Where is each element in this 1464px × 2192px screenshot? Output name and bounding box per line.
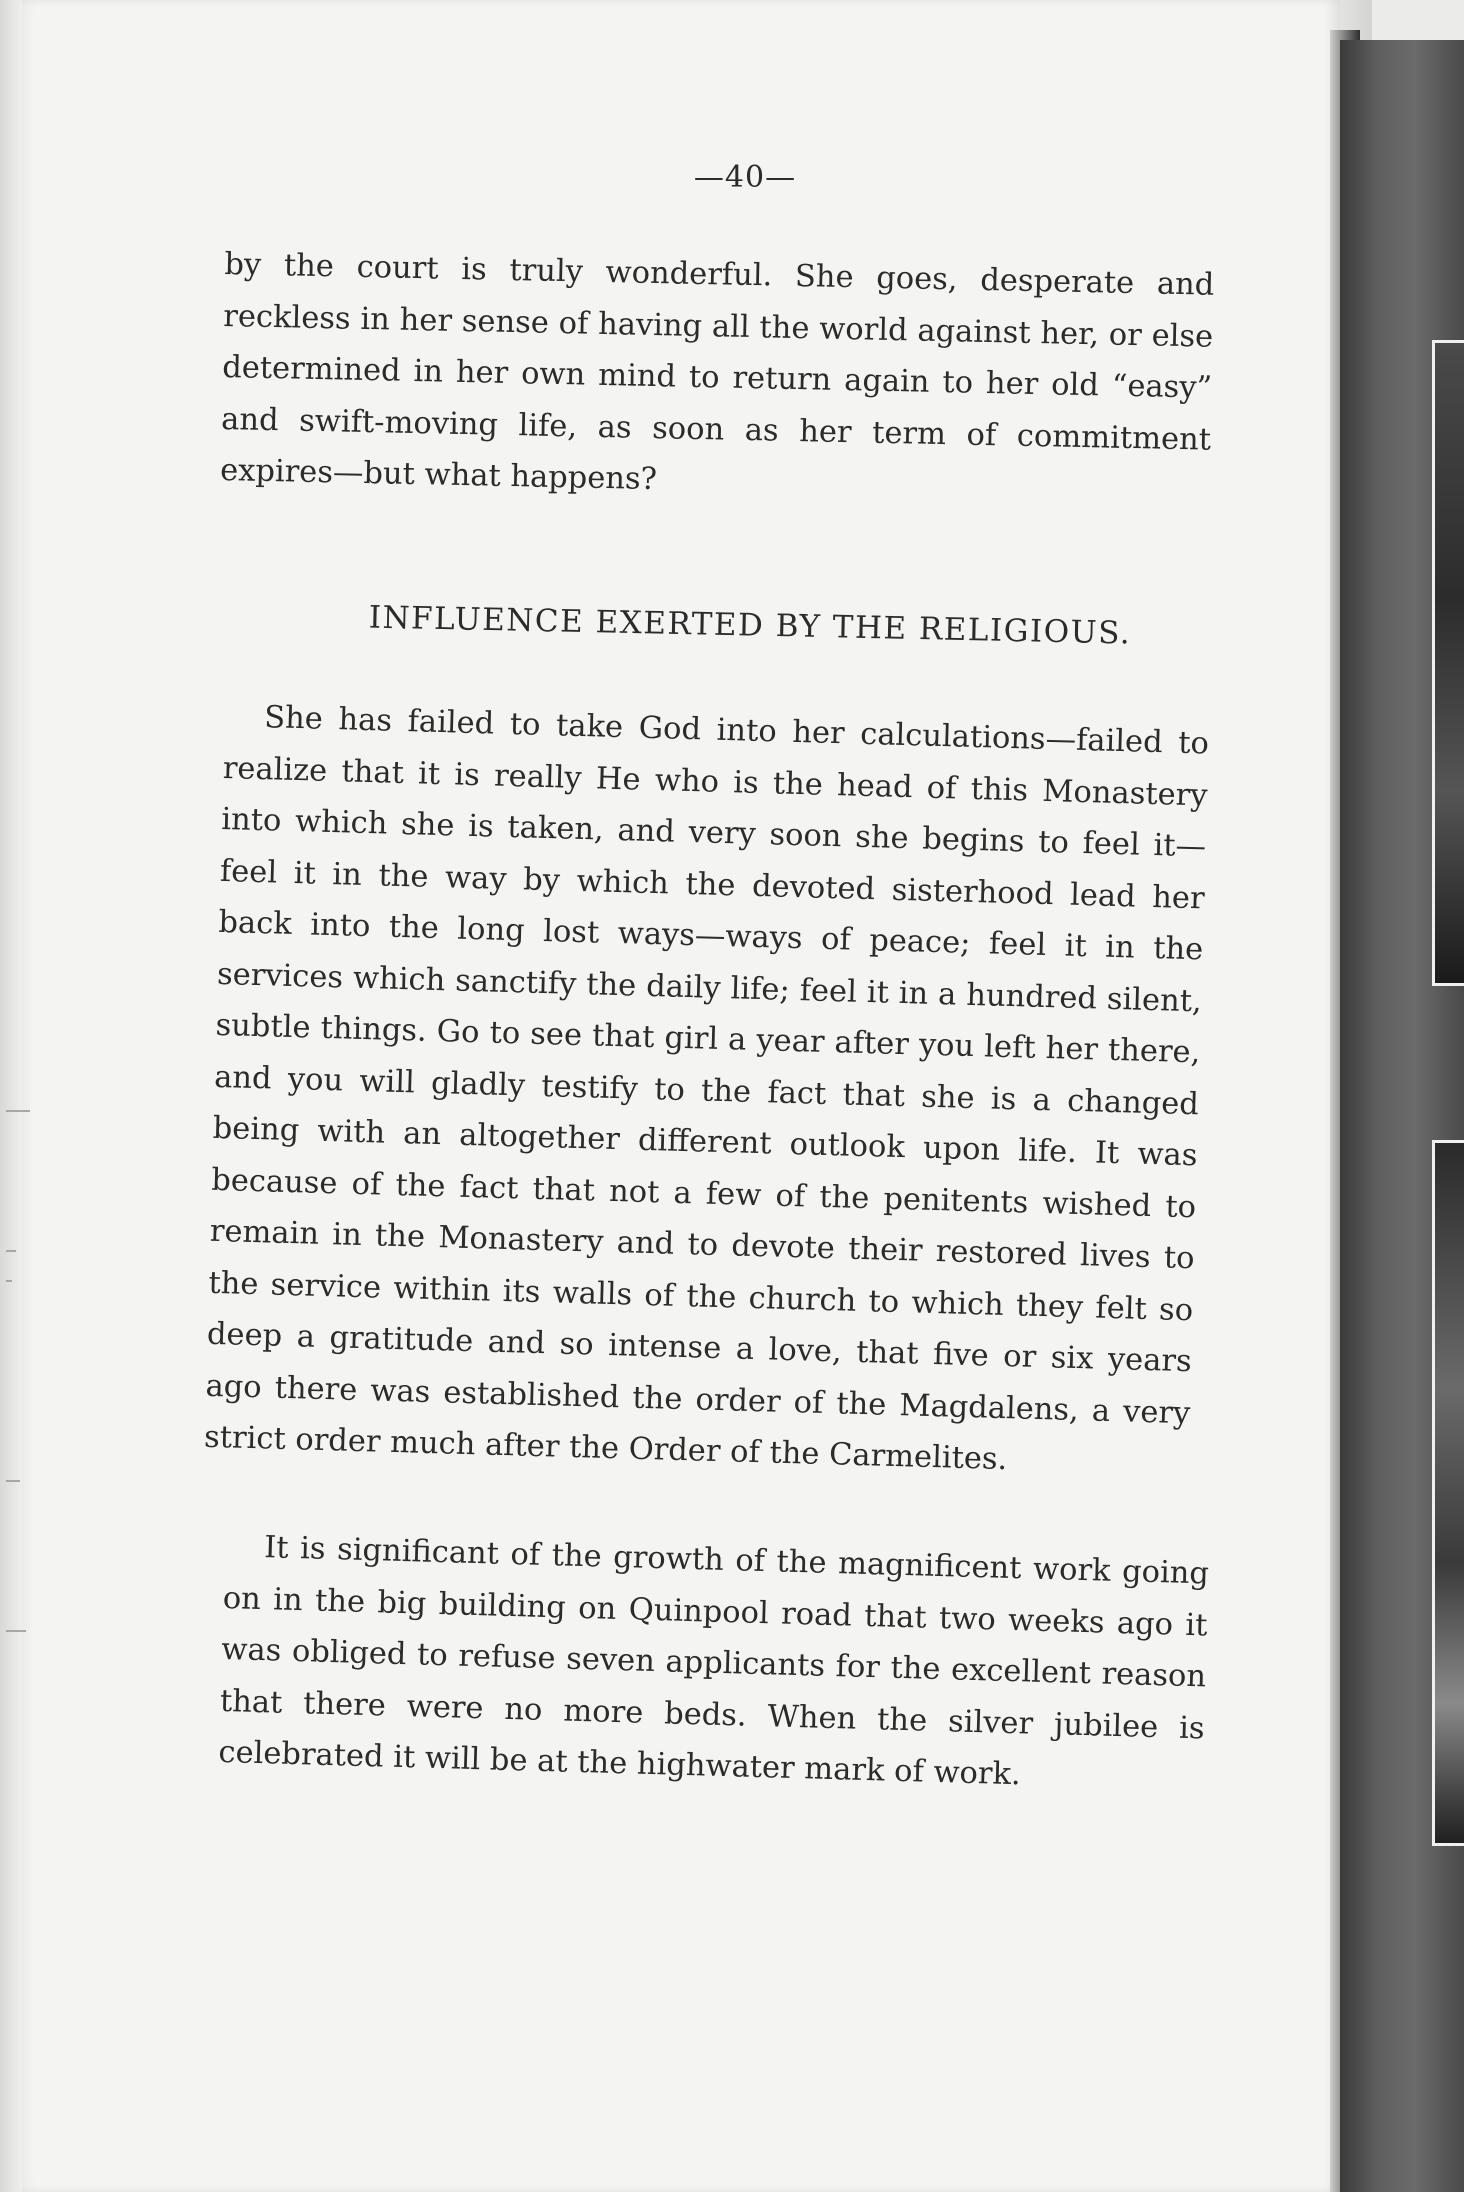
page-left-edge: [0, 0, 22, 2192]
facing-page-photo-top: [1432, 340, 1464, 986]
section-heading: INFLUENCE EXERTED BY THE RELIGIOUS.: [368, 599, 1132, 652]
facing-page-photo-bottom: [1432, 1140, 1464, 1846]
paragraph-continuation: by the court is truly wonderful. She goes, desperate and reckless in her sense of having all the world against her, or else determined in her own mind to return again to her old “easy” and swift-moving life, as soon as her term of commitment expires—but what happens?: [219, 246, 1215, 498]
page-number: —40—: [693, 160, 797, 195]
page-content: [203, 160, 1225, 1793]
paragraph-influence: She has failed to take God into her calculations—failed to realize that it is really He who is the head of this Monastery into which she is taken, and very soon she begins to feel it—feel it in the way by which the devoted sisterhood lead her back into the long lost ways—ways of peace; feel it in the services which sanctify the daily life; feel it in a hundred silent, subtle things. Go to see that girl a year after you left her there, and you will gladly testify to the fact that she is a changed being with an altogether different outlook upon life. It was because of the fact that not a few of the penitents wished to remain in the Monastery and to devote their restored lives to the service within its walls of the church to which they felt so deep a gratitude and so intense a love, that five or six years ago there was established the order of the Magdalens, a very strict order much after the Order of the Carmelites.: [203, 699, 1210, 1477]
paragraph-growth: It is significant of the growth of the magnificent work going on in the big building on Quinpool road that two weeks ago it was obliged to refuse seven applicants for the excellent reason that there were no more beds. When the silver jubilee is celebrated it will be at the highwater mark of work.: [218, 1530, 1210, 1793]
margin-marks: [0, 1110, 40, 1670]
